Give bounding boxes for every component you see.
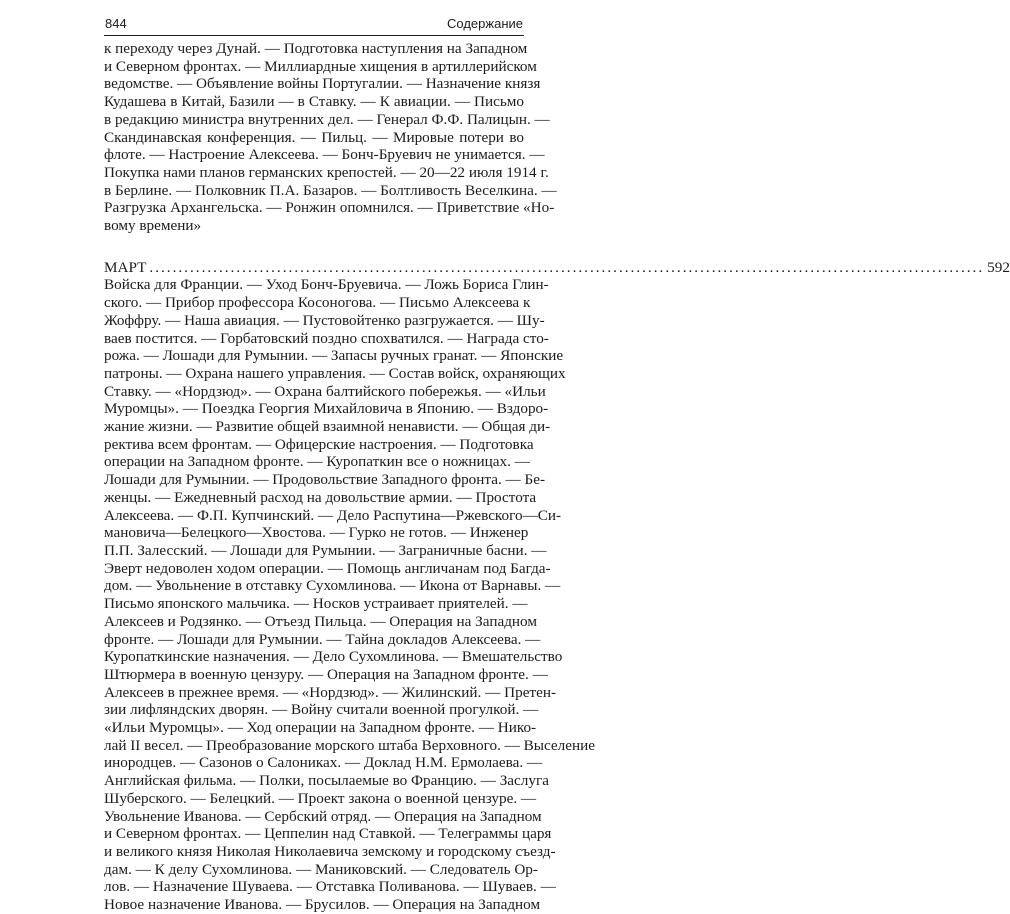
text-line: Покупка нами планов германских крепостей. — 20—22 июля 1914 г.	[104, 163, 549, 181]
text-line: фронте. — Лошади для Румынии. — Тайна докладов Алексеева. —	[104, 630, 541, 648]
text-line: дам. — К делу Сухомлинова. — Маниковский. — Следователь Ор-	[104, 860, 538, 878]
book-page	[104, 16, 1010, 914]
text-line: Муромцы». — Поездка Георгия Михайловича в Японию. — Вздоро-	[104, 400, 549, 418]
text-line: Алексеев и Родзянко. — Отъезд Пильца. — Операция на Западном	[104, 612, 537, 630]
text-line: и Северном фронтах. — Цеппелин над Ставкой. — Телеграммы царя	[104, 825, 552, 843]
continuation-paragraph	[104, 40, 557, 235]
page-number: 844	[105, 16, 127, 31]
text-line: Кудашева в Китай, Базили — в Ставку. — К авиации. — Письмо	[104, 93, 524, 111]
text-line: к переходу через Дунай. — Подготовка наступления на Западном	[104, 40, 528, 57]
text-line: и великого князя Николая Николаевича земскому и городскому съезд-	[104, 842, 556, 860]
text-line: Куропаткинские назначения. — Дело Сухомлинова. — Вмешательство	[104, 648, 563, 666]
toc-entry-title: МАРТ	[104, 258, 147, 276]
text-line: «Ильи Муромцы». — Ход операции на Западном фронте. — Нико-	[104, 719, 537, 737]
text-line: лов. — Назначение Шуваева. — Отставка Поливанова. — Шуваев. —	[104, 878, 556, 896]
text-line: Новое назначение Иванова. — Брусилов. — Операция на Западном	[104, 896, 541, 914]
text-line: Штюрмера в военную цензуру. — Операция на Западном фронте. —	[104, 665, 548, 683]
text-line: Эверт недоволен ходом операции. — Помощь англичанам под Багда-	[104, 559, 551, 577]
text-line: Увольнение Иванова. — Сербский отряд. — Операция на Западном	[104, 807, 542, 825]
text-line: Английская фильма. — Полки, посылаемые во Францию. — Заслуга	[104, 772, 549, 790]
text-line: Скандинавская конференция. — Пильц. — Мировые потери во	[104, 128, 524, 146]
text-line: и Северном фронтах. — Миллиардные хищения в артиллерийском	[104, 57, 537, 75]
text-line: лай II весел. — Преобразование морского штаба Верховного. — Выселение	[104, 736, 595, 754]
text-line: вому времени»	[104, 217, 202, 235]
text-line: Письмо японского мальчика. — Носков устраивает приятелей. —	[104, 595, 528, 613]
running-header	[104, 16, 524, 36]
text-line: Войска для Франции. — Уход Бонч-Бруевича. — Ложь Бориса Глин-	[104, 276, 549, 294]
text-line: в Берлине. — Полковник П.А. Базаров. — Болтливость Веселкина. —	[104, 181, 557, 199]
text-line: Разгрузка Архангельска. — Ронжин опомнился. — Приветствие «Но-	[104, 199, 555, 217]
text-line: жание жизни. — Развитие общей взаимной ненависти. — Общая ди-	[104, 418, 551, 436]
text-line: ваев постится. — Горбатовский поздно спохватился. — Награда сто-	[104, 329, 549, 347]
text-line: операции на Западном фронте. — Куропаткин все о ножницах. —	[104, 453, 530, 471]
text-line: ректива всем фронтам. — Офицерские настроения. — Подготовка	[104, 435, 534, 453]
text-line: дом. — Увольнение в отставку Сухомлинова. — Икона от Варнавы. —	[104, 577, 561, 595]
text-line: флоте. — Настроение Алексеева. — Бонч-Бруевич не унимается. —	[104, 146, 545, 164]
text-line: в редакцию министра внутренних дел. — Генерал Ф.Ф. Палицын. —	[104, 110, 550, 128]
text-line: Лошади для Румынии. — Продовольствие Западного фронта. — Бе-	[104, 471, 546, 489]
text-line: ведомстве. — Объявление войны Португалии. — Назначение князя	[104, 75, 541, 93]
text-line: Алексеев в прежнее время. — «Нордзюд». — Жилинский. — Претен-	[104, 683, 556, 701]
text-line: Алексеева. — Ф.П. Купчинский. — Дело Распутина—Ржевского—Си-	[104, 506, 562, 524]
text-line: инородцев. — Сазонов о Салониках. — Доклад Н.М. Ермолаева. —	[104, 754, 543, 772]
text-line: ского. — Прибор профессора Косоногова. — Письмо Алексеева к	[104, 294, 531, 312]
text-line: зии лифляндских дворян. — Войну считали военной прогулкой. —	[104, 701, 539, 719]
text-line: женцы. — Ежедневный расход на довольствие армии. — Простота	[104, 488, 537, 506]
text-line: Шуберского. — Белецкий. — Проект закона о военной цензуре. —	[104, 789, 537, 807]
running-section-title: Содержание	[447, 16, 523, 31]
dot-leader: ................................................................................................................................................	[149, 258, 985, 276]
text-line: рожа. — Лошади для Румынии. — Запасы ручных гранат. — Японские	[104, 347, 564, 365]
toc-entry-description	[104, 276, 595, 914]
text-line: Ставку. — «Нордзюд». — Охрана балтийского побережья. — «Ильи	[104, 382, 546, 400]
text-line: Жоффру. — Наша авиация. — Пустовойтенко разгружается. — Шу-	[104, 311, 545, 329]
toc-entry-heading	[104, 258, 1010, 277]
text-line: мановича—Белецкого—Хвостова. — Гурко не готов. — Инженер	[104, 524, 529, 542]
text-line: патроны. — Охрана нашего управления. — Состав войск, охраняющих	[104, 364, 566, 382]
text-line: П.П. Залесский. — Лошади для Румынии. — Заграничные басни. —	[104, 541, 547, 559]
toc-entry-page: 592	[987, 258, 1010, 276]
